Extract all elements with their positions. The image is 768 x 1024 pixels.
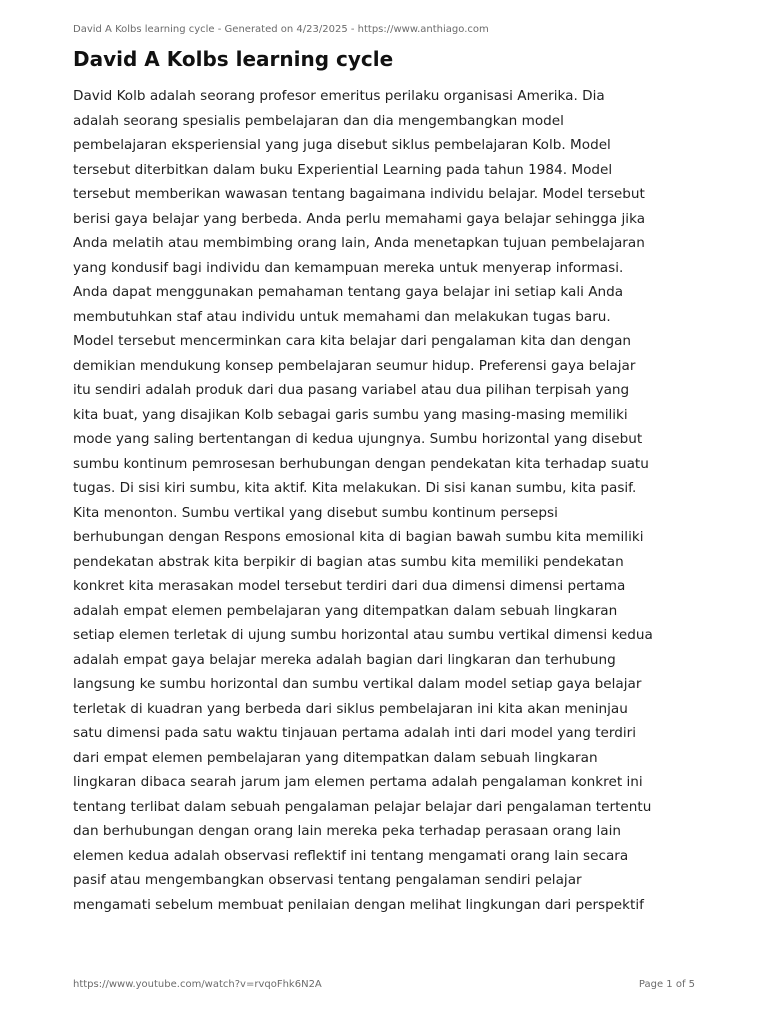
body-line: langsung ke sumbu horizontal dan sumbu vertikal dalam model setiap gaya belajar [73,676,642,692]
body-line: pembelajaran eksperiensial yang juga disebut siklus pembelajaran Kolb. Model [73,137,611,153]
body-line: berisi gaya belajar yang berbeda. Anda perlu memahami gaya belajar sehingga jika [73,210,646,227]
body-line: pasif atau mengembangkan observasi tentang pengalaman sendiri pelajar [73,872,582,888]
footer-source-link[interactable]: https://www.youtube.com/watch?v=rvqoFhk6N2A [73,979,322,990]
body-line: berhubungan dengan Respons emosional kita di bagian bawah sumbu kita memiliki [73,529,644,545]
body-line: David Kolb adalah seorang profesor emeritus perilaku organisasi Amerika. Dia [73,88,605,104]
page-number: Page 1 of 5 [638,979,695,990]
page-header: David A Kolbs learning cycle - Generated on 4/23/2025 - https://www.anthiago.com [73,24,489,35]
body-line: Anda melatih atau membimbing orang lain, Anda menetapkan tujuan pembelajaran [73,235,645,251]
body-line: demikian mendukung konsep pembelajaran seumur hidup. Preferensi gaya belajar [73,357,636,374]
body-line: dari empat elemen pembelajaran yang ditempatkan dalam sebuah lingkaran [73,749,598,766]
body-line: pendekatan abstrak kita berpikir di bagian atas sumbu kita memiliki pendekatan [73,553,624,570]
body-line: adalah seorang spesialis pembelajaran dan dia mengembangkan model [73,112,564,129]
body-line: satu dimensi pada satu waktu tinjauan pertama adalah inti dari model yang terdiri [73,725,637,741]
document-title: David A Kolbs learning cycle [73,47,394,71]
body-line: mengamati sebelum membuat penilaian dengan melihat lingkungan dari perspektif [73,896,644,913]
body-line: kita buat, yang disajikan Kolb sebagai garis sumbu yang masing-masing memiliki [73,406,628,423]
body-line: membutuhkan staf atau individu untuk memahami dan melakukan tugas baru. [73,308,611,325]
body-line: Anda dapat menggunakan pemahaman tentang gaya belajar ini setiap kali Anda [73,284,624,300]
body-line: tersebut diterbitkan dalam buku Experiential Learning pada tahun 1984. Model [73,161,613,178]
body-line: Model tersebut mencerminkan cara kita belajar dari pengalaman kita dan dengan [73,333,632,349]
body-line: tentang terlibat dalam sebuah pengalaman pelajar belajar dari pengalaman tertentu [73,798,652,815]
body-line: lingkaran dibaca searah jarum jam elemen pertama adalah pengalaman konkret ini [73,774,643,790]
document-body [73,84,713,917]
body-line: konkret kita merasakan model tersebut terdiri dari dua dimensi dimensi pertama [73,578,626,594]
body-line: itu sendiri adalah produk dari dua pasang variabel atau dua pilihan terpisah yang [73,382,630,398]
body-line: tugas. Di sisi kiri sumbu, kita aktif. Kita melakukan. Di sisi kanan sumbu, kita pasif. [73,480,637,496]
body-line: dan berhubungan dengan orang lain mereka peka terhadap perasaan orang lain [73,823,621,839]
body-line: mode yang saling bertentangan di kedua ujungnya. Sumbu horizontal yang disebut [73,431,643,447]
body-line: tersebut memberikan wawasan tentang bagaimana individu belajar. Model tersebut [73,186,645,202]
body-line: adalah empat elemen pembelajaran yang ditempatkan dalam sebuah lingkaran [73,602,618,619]
body-line: terletak di kuadran yang berbeda dari siklus pembelajaran ini kita akan meninjau [73,700,628,717]
body-line: adalah empat gaya belajar mereka adalah bagian dari lingkaran dan terhubung [73,651,616,668]
body-line: elemen kedua adalah observasi reflektif ini tentang mengamati orang lain secara [73,847,629,864]
body-line: setiap elemen terletak di ujung sumbu horizontal atau sumbu vertikal dimensi kedua [73,627,653,643]
body-line: sumbu kontinum pemrosesan berhubungan dengan pendekatan kita terhadap suatu [73,455,649,472]
body-line: yang kondusif bagi individu dan kemampuan mereka untuk menyerap informasi. [73,259,624,276]
body-line: Kita menonton. Sumbu vertikal yang disebut sumbu kontinum persepsi [73,504,558,521]
